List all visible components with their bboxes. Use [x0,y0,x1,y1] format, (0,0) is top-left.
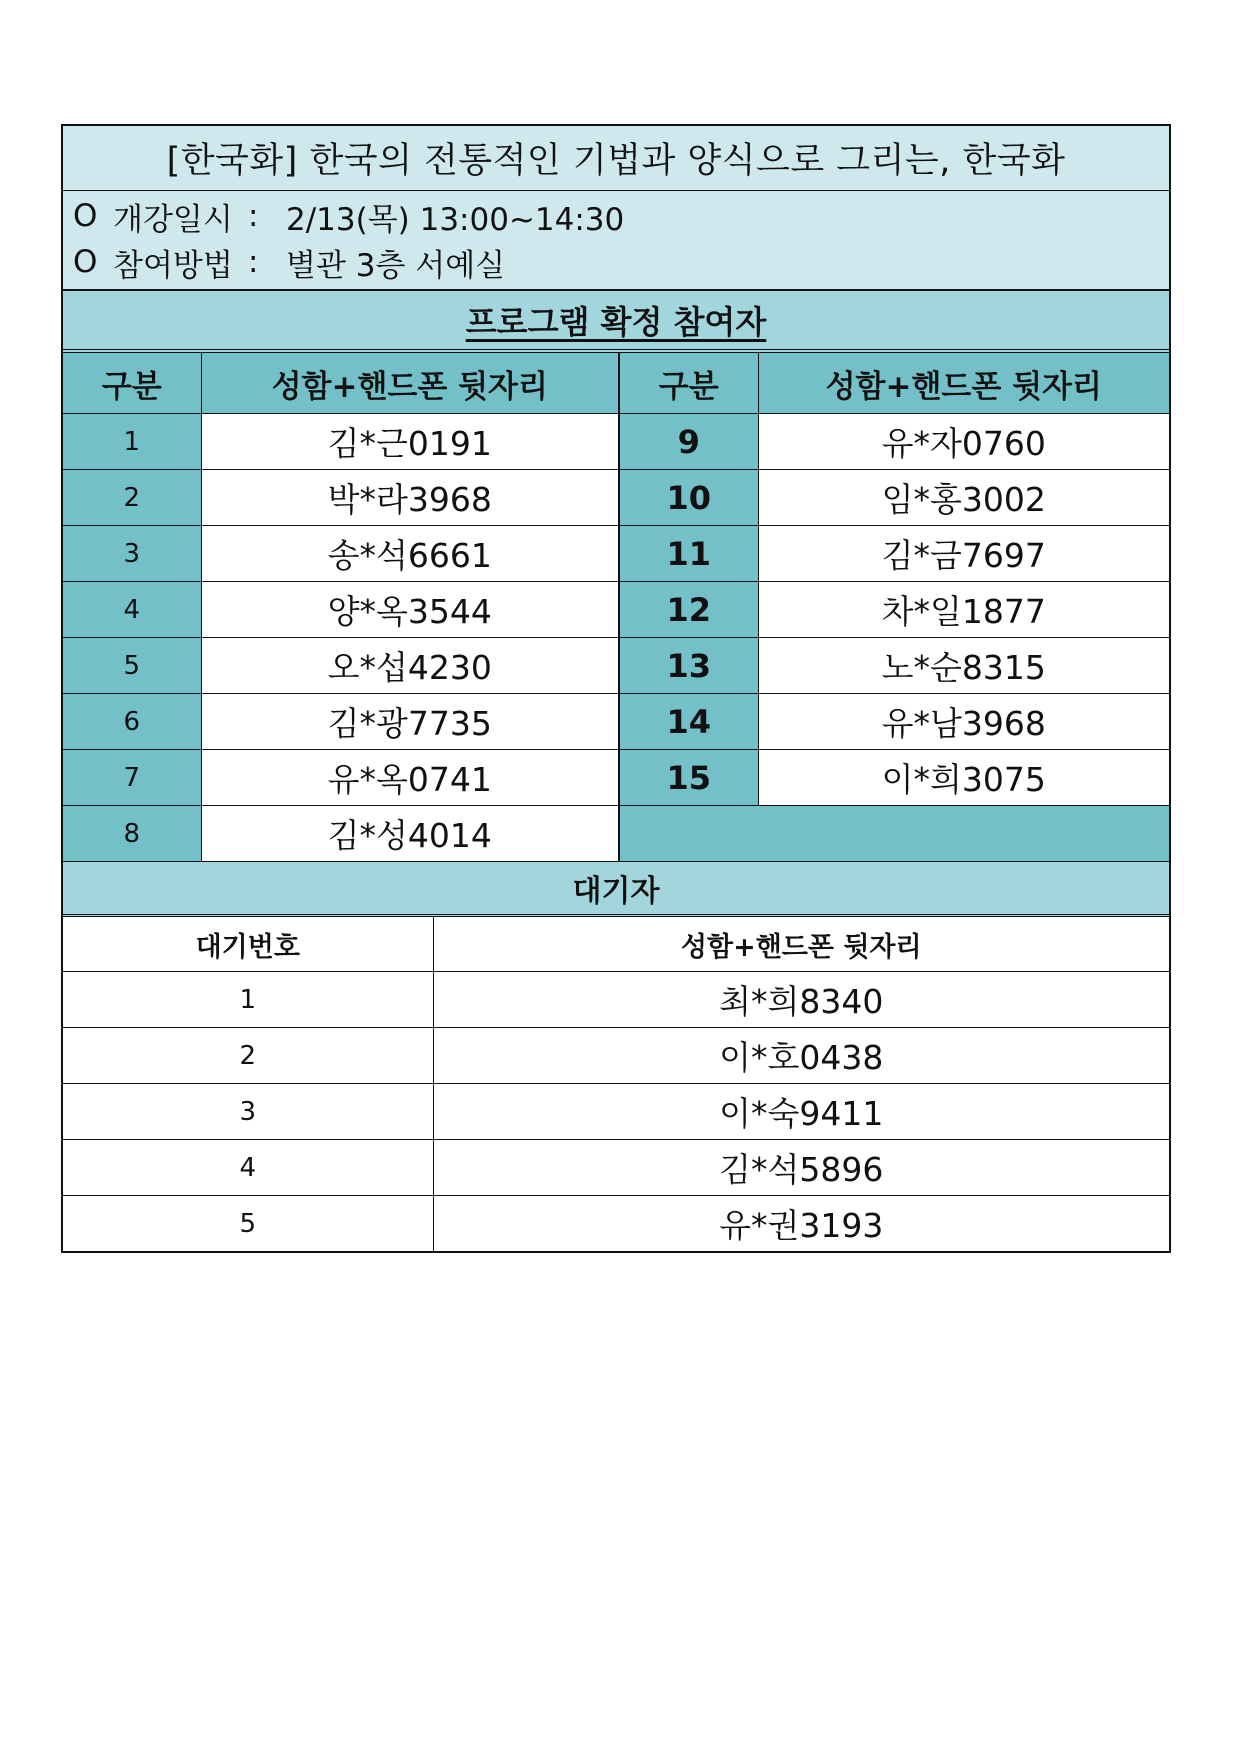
row-number: 14 [619,694,758,750]
row-number: 9 [619,414,758,470]
info-label: 참여방법 [113,247,233,284]
row-number: 6 [63,694,201,750]
confirmed-heading-text: 프로그램 확정 참여자 [465,303,767,341]
info-value: 2/13(목) 13:00~14:30 [286,201,625,238]
table-row [63,1028,1169,1084]
waitlist-section-heading [63,861,1169,917]
table-row [63,972,1169,1028]
row-number: 8 [63,806,201,862]
empty-cell [619,806,1169,862]
row-number: 7 [63,750,201,806]
participant-name: 이*희3075 [758,750,1169,806]
table-row [63,694,1169,750]
info-separator: : [248,244,259,280]
column-header-name: 성함+핸드폰 뒷자리 [758,353,1169,414]
table-row [63,638,1169,694]
participant-name: 김*근0191 [201,414,619,470]
waitlist-table [63,917,1169,1251]
participant-name: 김*광7735 [201,694,619,750]
participant-name: 임*홍3002 [758,470,1169,526]
table-row [63,582,1169,638]
column-header-name: 성함+핸드폰 뒷자리 [201,353,619,414]
participant-name: 유*자0760 [758,414,1169,470]
column-header-no: 구분 [619,353,758,414]
participant-name: 차*일1877 [758,582,1169,638]
table-header-row [63,353,1169,414]
info-line-location [73,239,1159,285]
row-number: 13 [619,638,758,694]
participant-name: 김*성4014 [201,806,619,862]
table-row [63,414,1169,470]
participant-name: 노*순8315 [758,638,1169,694]
participant-name: 박*라3968 [201,470,619,526]
info-label: 개강일시 [113,201,233,238]
program-participant-sheet [61,124,1171,1253]
waitlist-name: 이*숙9411 [433,1084,1169,1140]
waitlist-name: 유*권3193 [433,1196,1169,1252]
row-number: 10 [619,470,758,526]
wait-number: 2 [63,1028,433,1084]
row-number: 12 [619,582,758,638]
row-number: 4 [63,582,201,638]
participant-name: 양*옥3544 [201,582,619,638]
table-header-row [63,917,1169,972]
table-row [63,1084,1169,1140]
table-row [63,1196,1169,1252]
row-number: 11 [619,526,758,582]
info-marker: O [73,244,98,280]
row-number: 5 [63,638,201,694]
row-number: 3 [63,526,201,582]
info-value: 별관 3층 서예실 [286,247,506,284]
confirmed-section-heading [63,291,1169,353]
info-marker: O [73,198,98,234]
table-row [63,526,1169,582]
column-header-no: 구분 [63,353,201,414]
table-row [63,806,1169,862]
table-row [63,750,1169,806]
wait-number: 3 [63,1084,433,1140]
confirmed-participants-table [63,353,1169,861]
participant-name: 유*옥0741 [201,750,619,806]
participant-name: 유*남3968 [758,694,1169,750]
wait-number: 4 [63,1140,433,1196]
waitlist-name: 이*호0438 [433,1028,1169,1084]
table-row [63,1140,1169,1196]
waitlist-heading-text: 대기자 [572,874,660,909]
participant-name: 오*섭4230 [201,638,619,694]
participant-name: 김*금7697 [758,526,1169,582]
column-header-name: 성함+핸드폰 뒷자리 [433,917,1169,972]
column-header-wait-no: 대기번호 [63,917,433,972]
info-line-schedule [73,193,1159,239]
wait-number: 5 [63,1196,433,1252]
info-separator: : [248,198,259,234]
participant-name: 송*석6661 [201,526,619,582]
row-number: 15 [619,750,758,806]
waitlist-name: 김*석5896 [433,1140,1169,1196]
wait-number: 1 [63,972,433,1028]
document-title: [한국화] 한국의 전통적인 기법과 양식으로 그리는, 한국화 [63,126,1169,191]
row-number: 1 [63,414,201,470]
row-number: 2 [63,470,201,526]
table-row [63,470,1169,526]
program-info [63,191,1169,291]
waitlist-name: 최*희8340 [433,972,1169,1028]
